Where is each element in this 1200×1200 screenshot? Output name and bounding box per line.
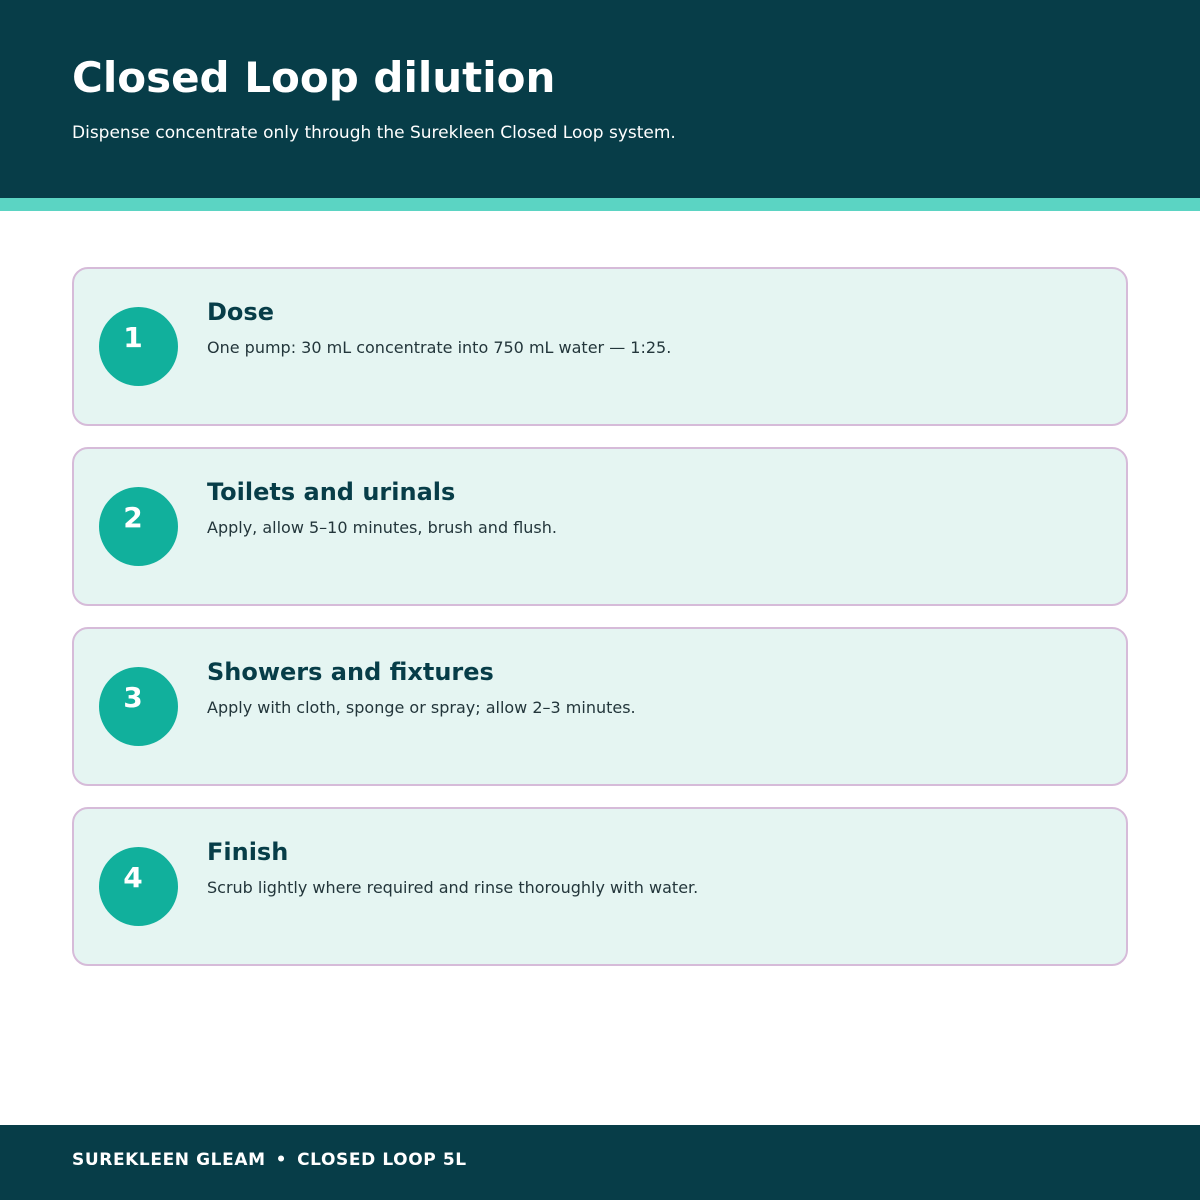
step-title: Showers and fixtures [207,658,494,686]
step-description: Scrub lightly where required and rinse thoroughly with water. [207,878,699,897]
step-card-showers-and-fixtures [72,627,1128,786]
step-title: Finish [207,838,289,866]
step-title: Toilets and urinals [207,478,456,506]
footer-brand: SUREKLEEN GLEAM [72,1150,266,1170]
step-number-badge [99,847,178,926]
step-description: Apply, allow 5–10 minutes, brush and flush. [207,518,557,537]
page-title: Closed Loop dilution [72,53,556,102]
header-banner [0,0,1200,198]
footer-separator: • [275,1150,288,1170]
step-card-dose [72,267,1128,426]
step-number: 2 [123,501,143,534]
header-accent-bar [0,198,1200,211]
step-card-finish [72,807,1128,966]
footer-product: CLOSED LOOP 5L [297,1150,467,1170]
step-number-badge [99,487,178,566]
step-number-badge [99,667,178,746]
step-number-badge [99,307,178,386]
steps-list [72,267,1128,987]
step-description: One pump: 30 mL concentrate into 750 mL water — 1:25. [207,338,672,357]
step-description: Apply with cloth, sponge or spray; allow 2–3 minutes. [207,698,636,717]
step-number: 4 [123,861,143,894]
step-number: 1 [123,321,143,354]
step-title: Dose [207,298,274,326]
step-card-toilets-and-urinals [72,447,1128,606]
footer-bar [0,1125,1200,1200]
step-number: 3 [123,681,143,714]
page-subtitle: Dispense concentrate only through the Surekleen Closed Loop system. [72,123,676,143]
footer-text [72,1149,467,1171]
